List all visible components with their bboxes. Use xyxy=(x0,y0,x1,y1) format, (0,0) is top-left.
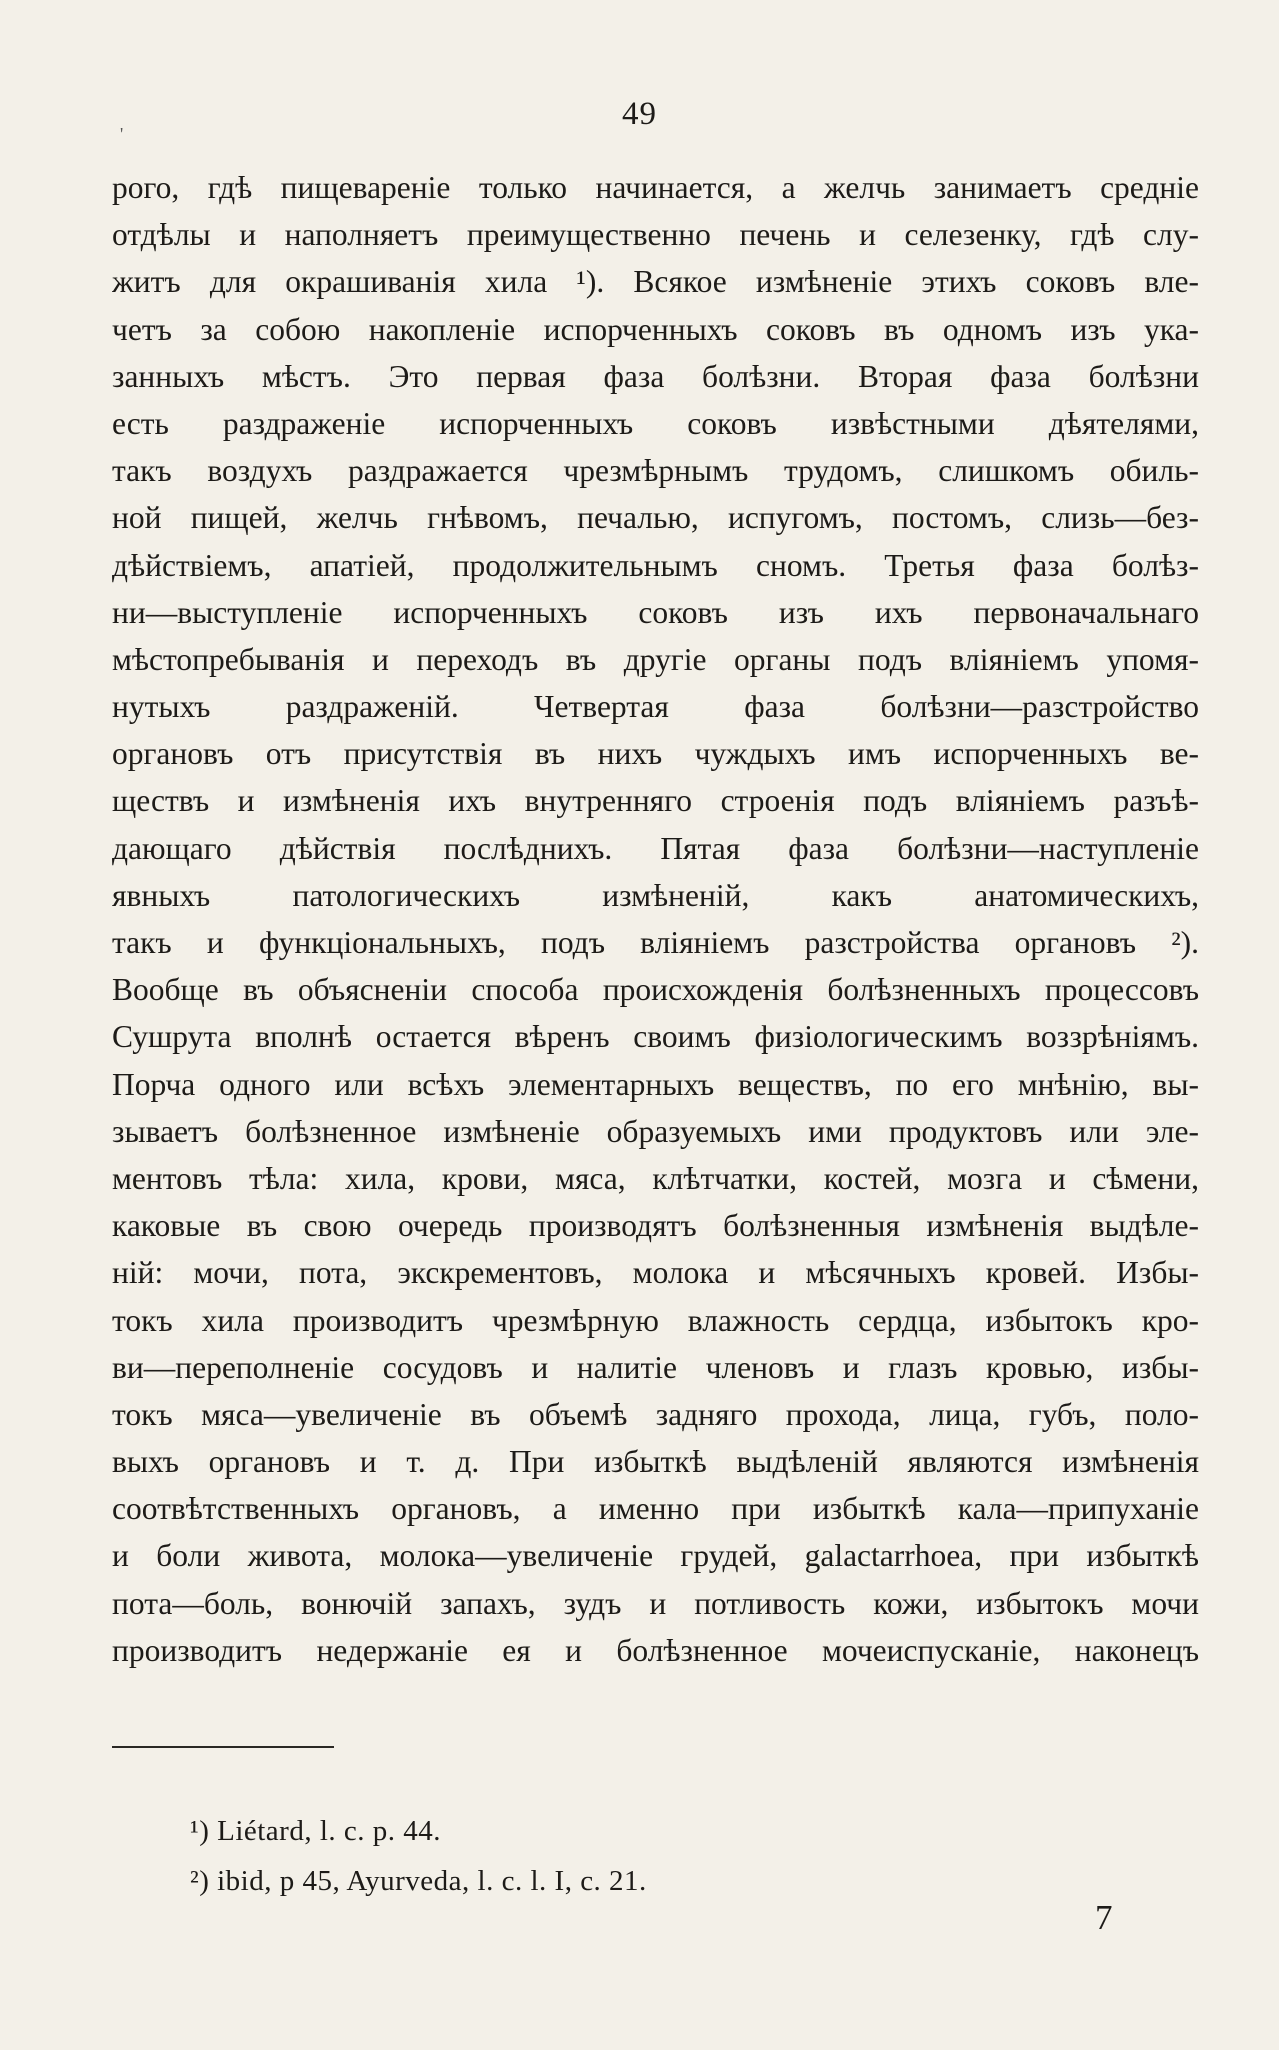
text-line: производитъ недержаніе ея и болѣзненное мочеиспусканіе, наконецъ xyxy=(112,1632,1199,1668)
footnotes xyxy=(190,1806,1090,1906)
footnote-1: ¹) Liétard, l. c. p. 44. xyxy=(190,1815,442,1847)
text-line: ной пищей, желчь гнѣвомъ, печалью, испугомъ, постомъ, слизь—без- xyxy=(112,500,1199,536)
text-line: такъ воздухъ раздражается чрезмѣрнымъ трудомъ, слишкомъ обиль- xyxy=(112,453,1199,489)
text-line: Сушрута вполнѣ остается вѣренъ своимъ физіологическимъ воззрѣніямъ. xyxy=(112,1019,1199,1055)
text-line: рого, гдѣ пищевареніе только начинается, а желчь занимаетъ средніе xyxy=(112,170,1199,205)
text-line: дѣйствіемъ, апатіей, продолжительнымъ сномъ. Третья фаза болѣз- xyxy=(112,547,1199,583)
text-line: ній: мочи, пота, экскрементовъ, молока и мѣсячныхъ кровей. Избы- xyxy=(112,1255,1199,1291)
text-line: соотвѣтственныхъ органовъ, а именно при избыткѣ кала—припуханіе xyxy=(112,1491,1199,1527)
text-line: зываетъ болѣзненное измѣненіе образуемыхъ ими продуктовъ или эле- xyxy=(112,1113,1199,1149)
page-number: 49 xyxy=(622,96,657,132)
text-line: есть раздраженіе испорченныхъ соковъ извѣстными дѣятелями, xyxy=(112,405,1199,441)
text-line: ви—переполненіе сосудовъ и налитіе членовъ и глазъ кровью, избы- xyxy=(112,1349,1199,1385)
text-line: такъ и функціональныхъ, подъ вліяніемъ разстройства органовъ ²). xyxy=(112,925,1199,960)
text-line: ществъ и измѣненія ихъ внутренняго строенія подъ вліяніемъ разъѣ- xyxy=(112,783,1199,819)
text-line: житъ для окрашиванія хила ¹). Всякое измѣненіе этихъ соковъ вле- xyxy=(112,264,1199,300)
text-line: ментовъ тѣла: хила, крови, мяса, клѣтчатки, костей, мозга и сѣмени, xyxy=(112,1160,1199,1196)
text-line: Вообще въ объясненіи способа происхожденія болѣзненныхъ процессовъ xyxy=(112,972,1199,1008)
text-line: явныхъ патологическихъ измѣненій, какъ анатомическихъ, xyxy=(112,877,1199,913)
text-line: выхъ органовъ и т. д. При избыткѣ выдѣленій являются измѣненія xyxy=(112,1444,1199,1480)
text-line: нутыхъ раздраженій. Четвертая фаза болѣзни—разстройство xyxy=(112,689,1199,725)
text-line: мѣстопребыванія и переходъ въ другіе органы подъ вліяніемъ упомя- xyxy=(112,641,1199,677)
footnote-2: ²) ibid, p 45, Ayurveda, l. c. l. I, c. 21. xyxy=(190,1865,647,1897)
text-line: и боли живота, молока—увеличеніе грудей, galactarrhoea, при избыткѣ xyxy=(112,1538,1199,1574)
body-text xyxy=(112,164,1199,1674)
text-line: пота—боль, вонючій запахъ, зудъ и потливость кожи, избытокъ мочи xyxy=(112,1585,1199,1621)
text-line: ни—выступленіе испорченныхъ соковъ изъ ихъ первоначальнаго xyxy=(112,594,1199,630)
margin-tick: ' xyxy=(120,124,124,144)
text-line: органовъ отъ присутствія въ нихъ чуждыхъ имъ испорченныхъ ве- xyxy=(112,736,1199,772)
text-line: токъ хила производитъ чрезмѣрную влажность сердца, избытокъ кро- xyxy=(112,1302,1199,1338)
text-line: занныхъ мѣстъ. Это первая фаза болѣзни. Вторая фаза болѣзни xyxy=(112,358,1199,394)
text-line: Порча одного или всѣхъ элементарныхъ веществъ, по его мнѣнію, вы- xyxy=(112,1066,1199,1102)
text-line: токъ мяса—увеличеніе въ объемѣ задняго прохода, лица, губъ, поло- xyxy=(112,1396,1199,1432)
text-line: дающаго дѣйствія послѣднихъ. Пятая фаза болѣзни—наступленіе xyxy=(112,830,1199,866)
text-line: каковые въ свою очередь производятъ болѣзненныя измѣненія выдѣле- xyxy=(112,1208,1199,1244)
footnote-divider xyxy=(112,1746,334,1748)
text-line: четъ за собою накопленіе испорченныхъ соковъ въ одномъ изъ ука- xyxy=(112,311,1199,347)
signature-mark: 7 xyxy=(1095,1898,1113,1937)
text-line: отдѣлы и наполняетъ преимущественно печень и селезенку, гдѣ слу- xyxy=(112,217,1199,253)
